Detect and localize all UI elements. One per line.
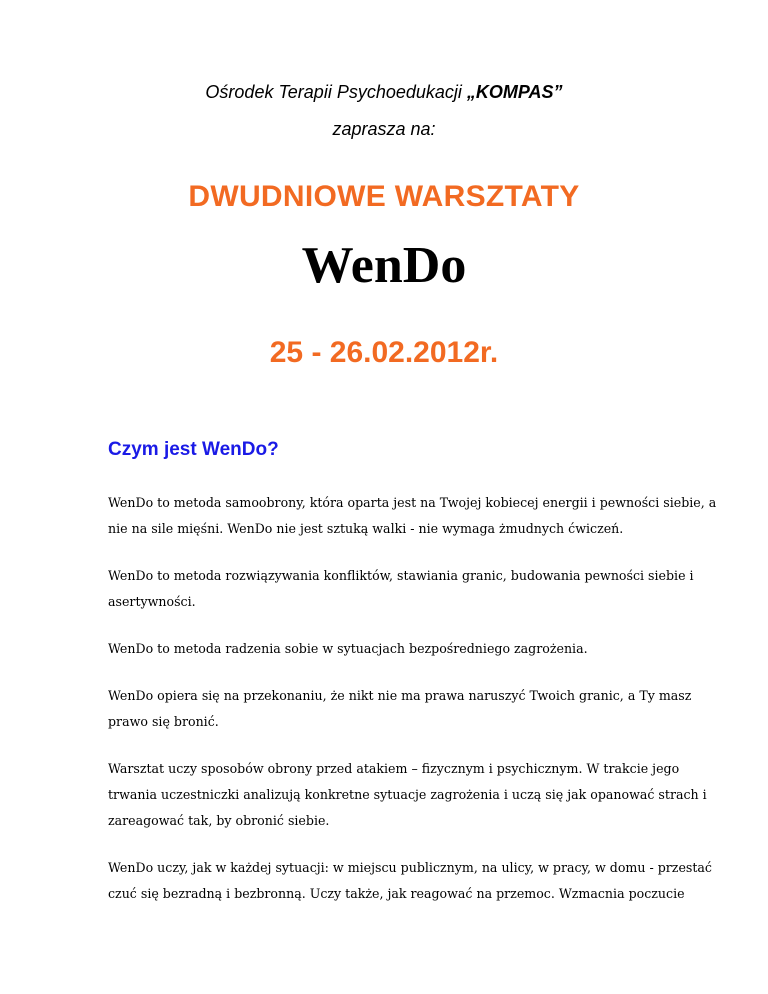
event-name: WenDo	[301, 237, 467, 294]
paragraph	[108, 636, 668, 662]
paragraph	[108, 490, 717, 542]
paragraph	[108, 756, 707, 834]
paragraph	[108, 683, 692, 735]
paragraph-line: trwania uczestniczki analizują konkretne sytuacje zagrożenia i uczą się jak opanować strach i	[108, 787, 707, 802]
section-heading: Czym jest WenDo?	[108, 439, 279, 460]
invite-line: zaprasza na:	[332, 119, 436, 139]
event-type: DWUDNIOWE WARSZTATY	[188, 180, 580, 213]
paragraph-line: czuć się bezradną i bezbronną. Uczy także, jak reagować na przemoc. Wzmacnia poczucie	[108, 886, 685, 901]
paragraph-line: WenDo to metoda rozwiązywania konfliktów, stawiania granic, budowania pewności siebie i	[108, 568, 694, 583]
paragraph-line: asertywności.	[108, 594, 196, 609]
organizer-name: „KOMPAS”	[466, 82, 563, 102]
organizer-line	[0, 82, 768, 103]
paragraph-line: zareagować tak, by obronić siebie.	[108, 813, 330, 828]
paragraph-line: WenDo to metoda radzenia sobie w sytuacjach bezpośredniego zagrożenia.	[108, 641, 588, 656]
paragraph-line: WenDo to metoda samoobrony, która oparta jest na Twojej kobiecej energii i pewności siebie, a	[108, 495, 717, 510]
paragraph-line: WenDo uczy, jak w każdej sytuacji: w miejscu publicznym, na ulicy, w pracy, w domu - przestać	[108, 860, 712, 875]
paragraph-line: prawo się bronić.	[108, 714, 219, 729]
organizer-prefix: Ośrodek Terapii Psychoedukacji	[205, 82, 467, 102]
paragraph	[108, 563, 694, 615]
body-text	[108, 490, 717, 928]
paragraph	[108, 855, 712, 907]
paragraph-line: WenDo opiera się na przekonaniu, że nikt nie ma prawa naruszyć Twoich granic, a Ty masz	[108, 688, 692, 703]
event-date: 25 - 26.02.2012r.	[269, 336, 499, 369]
paragraph-line: nie na sile mięśni. WenDo nie jest sztuką walki - nie wymaga żmudnych ćwiczeń.	[108, 521, 624, 536]
paragraph-line: Warsztat uczy sposobów obrony przed atakiem – fizycznym i psychicznym. W trakcie jego	[108, 761, 680, 776]
